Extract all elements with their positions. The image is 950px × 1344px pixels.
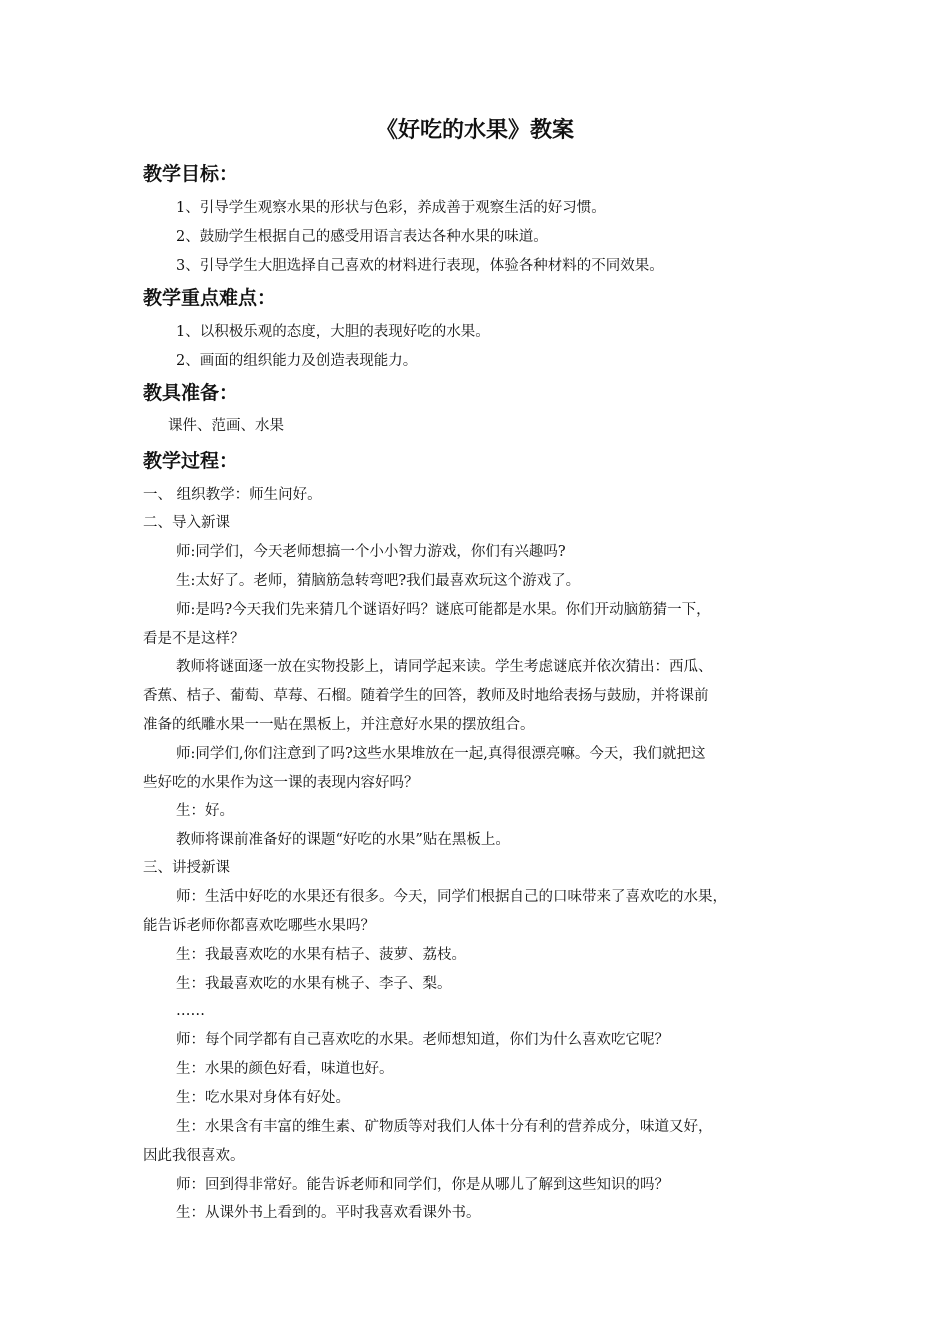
process-line: 师:是吗?今天我们先来猜几个谜语好吗？谜底可能都是水果。你们开动脑筋猜一下， [176, 602, 711, 618]
process-line: 生：我最喜欢吃的水果有桔子、菠萝、荔枝。 [176, 947, 466, 963]
process-line: 准备的纸雕水果一一贴在黑板上，并注意好水果的摆放组合。 [143, 717, 535, 733]
process-line: 师：每个同学都有自己喜欢吃的水果。老师想知道，你们为什么喜欢吃它呢？ [176, 1032, 669, 1048]
process-heading: 教学过程： [143, 450, 239, 472]
process-line: 师:同学们,你们注意到了吗?这些水果堆放在一起,真得很漂亮嘛。今天，我们就把这 [176, 746, 706, 762]
key-point-item: 1、以积极乐观的态度，大胆的表现好吃的水果。 [176, 324, 490, 340]
process-line: …… [176, 1003, 205, 1019]
key-points-heading: 教学重点难点： [143, 287, 277, 309]
process-line: 三、讲授新课 [143, 860, 230, 876]
process-line: 因此我很喜欢。 [143, 1148, 245, 1164]
document-title: 《好吃的水果》教案 [375, 118, 574, 143]
tools-text: 课件、范画、水果 [168, 418, 284, 434]
process-line: 教师将谜面逐一放在实物投影上，请同学起来读。学生考虑谜底并依次猜出：西瓜、 [176, 659, 713, 675]
process-line: 些好吃的水果作为这一课的表现内容好吗？ [143, 775, 419, 791]
goals-heading: 教学目标： [143, 163, 239, 185]
process-line: 生：好。 [176, 803, 234, 819]
process-line: 香蕉、桔子、葡萄、草莓、石榴。随着学生的回答，教师及时地给表扬与鼓励，并将课前 [143, 688, 709, 704]
process-line: 师:同学们，今天老师想搞一个小小智力游戏，你们有兴趣吗? [176, 544, 566, 560]
process-line: 师：生活中好吃的水果还有很多。今天，同学们根据自己的口味带来了喜欢吃的水果， [176, 889, 727, 905]
tools-heading: 教具准备： [143, 382, 239, 404]
process-line: 能告诉老师你都喜欢吃哪些水果吗？ [143, 918, 375, 934]
process-line: 教师将课前准备好的课题“好吃的水果”贴在黑板上。 [176, 832, 510, 848]
process-line: 二、导入新课 [143, 515, 230, 531]
goal-item: 1、引导学生观察水果的形状与色彩，养成善于观察生活的好习惯。 [176, 200, 606, 216]
goal-item: 2、鼓励学生根据自己的感受用语言表达各种水果的味道。 [176, 229, 548, 245]
goal-item: 3、引导学生大胆选择自己喜欢的材料进行表现，体验各种材料的不同效果。 [176, 258, 664, 274]
process-line: 生：水果的颜色好看，味道也好。 [176, 1061, 394, 1077]
process-line: 生：我最喜欢吃的水果有桃子、李子、梨。 [176, 976, 452, 992]
process-line: 师：回到得非常好。能告诉老师和同学们，你是从哪儿了解到这些知识的吗？ [176, 1177, 669, 1193]
key-point-item: 2、画面的组织能力及创造表现能力。 [176, 353, 418, 369]
process-line: 生：从课外书上看到的。平时我喜欢看课外书。 [176, 1205, 481, 1221]
process-line: 生：吃水果对身体有好处。 [176, 1090, 350, 1106]
process-line: 生:太好了。老师，猜脑筋急转弯吧?我们最喜欢玩这个游戏了。 [176, 573, 581, 589]
process-line: 一、 组织教学：师生问好。 [143, 487, 322, 503]
process-line: 生：水果含有丰富的维生素、矿物质等对我们人体十分有利的营养成分，味道又好， [176, 1119, 713, 1135]
process-line: 看是不是这样？ [143, 631, 245, 647]
